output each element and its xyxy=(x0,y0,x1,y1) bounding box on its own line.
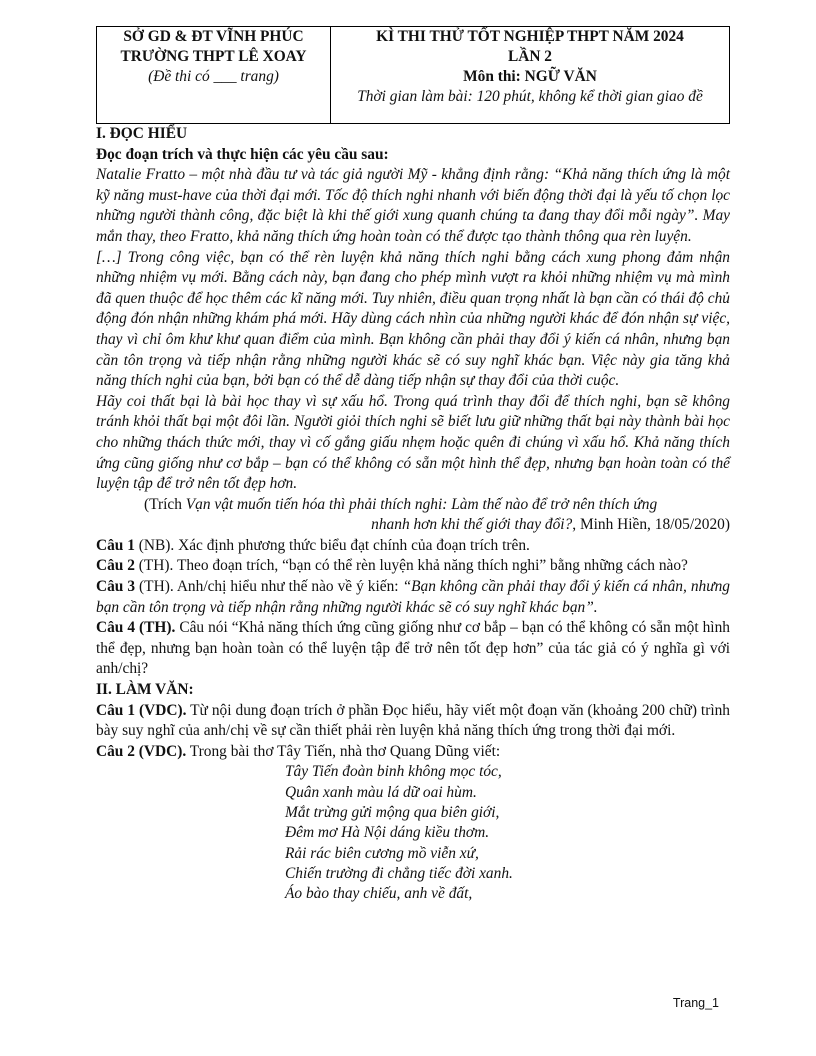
passage-paragraph: Natalie Fratto – một nhà đầu tư và tác giả người Mỹ - khẳng định rằng: “Khả năng thích ứng là một kỹ năng must-have của thời đại mới. Tốc độ thích nghi nhanh với biến động thời đại là yếu tố chọn lọc những người thành công, đặc biệt là khi thế giới xung quanh chúng ta đang thay đổi mỗi ngày”. May mắn thay, theo Fratto, khả năng thích ứng hoàn toàn có thể được tạo thành thông qua rèn luyện. xyxy=(96,166,730,245)
passage-paragraph: Hãy coi thất bại là bài học thay vì sự xấu hổ. Trong quá trình thay đổi để thích nghi, bạn sẽ không tránh khỏi thất bại một đôi lần. Người giỏi thích nghi sẽ biết lưu giữ những thất bại này thành bài học cho những thách thức mới, thay vì cố gắng giấu nhẹm hoặc quên đi chúng vì xấu hổ. Khả năng thích ứng cũng giống như cơ bắp – bạn có thể không có sẵn một hình thể đẹp, nhưng bạn hoàn toàn có thể luyện tập để trở nên tốt đẹp hơn. xyxy=(96,392,730,493)
poem-line: Mắt trừng gửi mộng qua biên giới, xyxy=(285,804,500,821)
exam-subject: Môn thi: NGỮ VĂN xyxy=(463,68,597,85)
source-title-cont: nhanh hơn khi thế giới thay đổi? xyxy=(371,516,573,534)
exam-title: KÌ THI THỬ TỐT NGHIỆP THPT NĂM 2024 xyxy=(376,28,684,45)
question-label: Câu 2 xyxy=(96,557,135,575)
school-info-cell xyxy=(97,27,331,123)
reading-instruction: Đọc đoạn trích và thực hiện các yêu cầu sau: xyxy=(96,145,389,163)
question-text: Theo đoạn trích, “bạn có thể rèn luyện khả năng thích nghi” bằng những cách nào? xyxy=(176,557,688,575)
school-name: TRƯỜNG THPT LÊ XOAY xyxy=(120,48,307,65)
question-1 xyxy=(96,536,730,557)
question-label: Câu 1 (VDC). xyxy=(96,701,187,719)
source-suffix: , Minh Hiền, 18/05/2020) xyxy=(572,516,730,534)
exam-header-table xyxy=(96,26,730,124)
exam-info-cell xyxy=(331,27,729,123)
essay-question-2 xyxy=(96,742,730,763)
question-text: Từ nội dung đoạn trích ở phần Đọc hiểu, hãy viết một đoạn văn (khoảng 200 chữ) trình bày suy nghĩ của anh/chị về sự cần thiết phải rèn luyện khả năng thích ứng trong thời đại mới. xyxy=(96,701,730,740)
poem-line: Quân xanh màu lá dữ oai hùm. xyxy=(285,783,477,801)
poem-line: Chiến trường đi chẳng tiếc đời xanh. xyxy=(285,864,513,882)
exam-body xyxy=(96,124,730,904)
poem-line: Rải rác biên cương mồ viễn xứ, xyxy=(285,844,479,862)
question-text: Trong bài thơ Tây Tiến, nhà thơ Quang Dũng viết: xyxy=(186,742,501,760)
exam-page xyxy=(96,26,730,904)
question-text: Câu nói “Khả năng thích ứng cũng giống như cơ bắp – bạn có thể không có sẵn một hình thể đẹp, nhưng bạn hoàn toàn có thể luyện tập để trở nên tốt đẹp hơn” của tác giả có ý nghĩa gì với anh/chị? xyxy=(96,619,730,678)
page-count-note: (Đề thi có ___ trang) xyxy=(148,68,279,85)
question-2 xyxy=(96,556,730,577)
department-name: SỞ GD & ĐT VĨNH PHÚC xyxy=(123,28,304,45)
question-text: Anh/chị hiểu như thế nào về ý kiến: xyxy=(176,578,403,596)
question-level: (TH). xyxy=(135,578,177,596)
question-level: (NB). xyxy=(134,536,179,554)
question-3 xyxy=(96,577,730,618)
source-title: Vạn vật muốn tiến hóa thì phải thích nghi: Làm thế nào để trở nên thích ứng xyxy=(185,495,658,513)
question-label: Câu 4 (TH). xyxy=(96,619,176,637)
question-text: Xác định phương thức biểu đạt chính của đoạn trích trên. xyxy=(178,536,530,554)
question-quote: “Bạn không cần phải thay đổi ý kiến cá nhân, nhưng bạn cần tôn trọng và tiếp nhận rằng những người khác sẽ có suy nghĩ khác bạn”. xyxy=(96,578,730,616)
question-4 xyxy=(96,618,730,680)
page-number: Trang_1 xyxy=(672,996,719,1010)
section2-heading: II. LÀM VĂN: xyxy=(96,681,194,699)
section1-heading: I. ĐỌC HIỂU xyxy=(96,125,188,142)
poem-excerpt xyxy=(96,762,730,904)
poem-line: Đêm mơ Hà Nội dáng kiều thơm. xyxy=(285,824,490,842)
question-label: Câu 3 xyxy=(96,578,136,596)
poem-line: Tây Tiến đoàn binh không mọc tóc, xyxy=(285,763,502,781)
exam-round: LẦN 2 xyxy=(507,48,553,65)
question-label: Câu 1 xyxy=(96,536,135,554)
question-level: (TH). xyxy=(134,557,177,575)
essay-question-1 xyxy=(96,701,730,742)
exam-duration: Thời gian làm bài: 120 phút, không kể thời gian giao đề xyxy=(357,88,703,105)
source-prefix: (Trích xyxy=(144,495,186,513)
passage-paragraph: […] Trong công việc, bạn có thể rèn luyện khả năng thích nghi bằng cách xung phong đảm nhận những nhiệm vụ mới. Bằng cách này, bạn đang cho phép mình vượt ra khỏi những nhiệm vụ mà mình đã quen thuộc để học thêm các kĩ năng mới. Tuy nhiên, điều quan trọng nhất là bạn cần có thái độ chủ động đón nhận những khám phá mới. Hãy dùng cách nhìn của những người khác để đón nhận sự việc, thay vì chỉ ôm khư khư quan điểm của mình. Bạn không cần phải thay đổi ý kiến cá nhân, nhưng bạn cần tôn trọng và tiếp nhận rằng những người khác sẽ có suy nghĩ khác bạn. Việc này gia tăng khả năng thích nghi của bạn, bởi bạn có thể dễ dàng tiếp nhận sự thay đổi của thời cuộc. xyxy=(96,248,730,390)
passage-source xyxy=(96,495,730,536)
question-label: Câu 2 (VDC). xyxy=(96,742,187,760)
poem-line: Áo bào thay chiếu, anh về đất, xyxy=(285,885,473,903)
